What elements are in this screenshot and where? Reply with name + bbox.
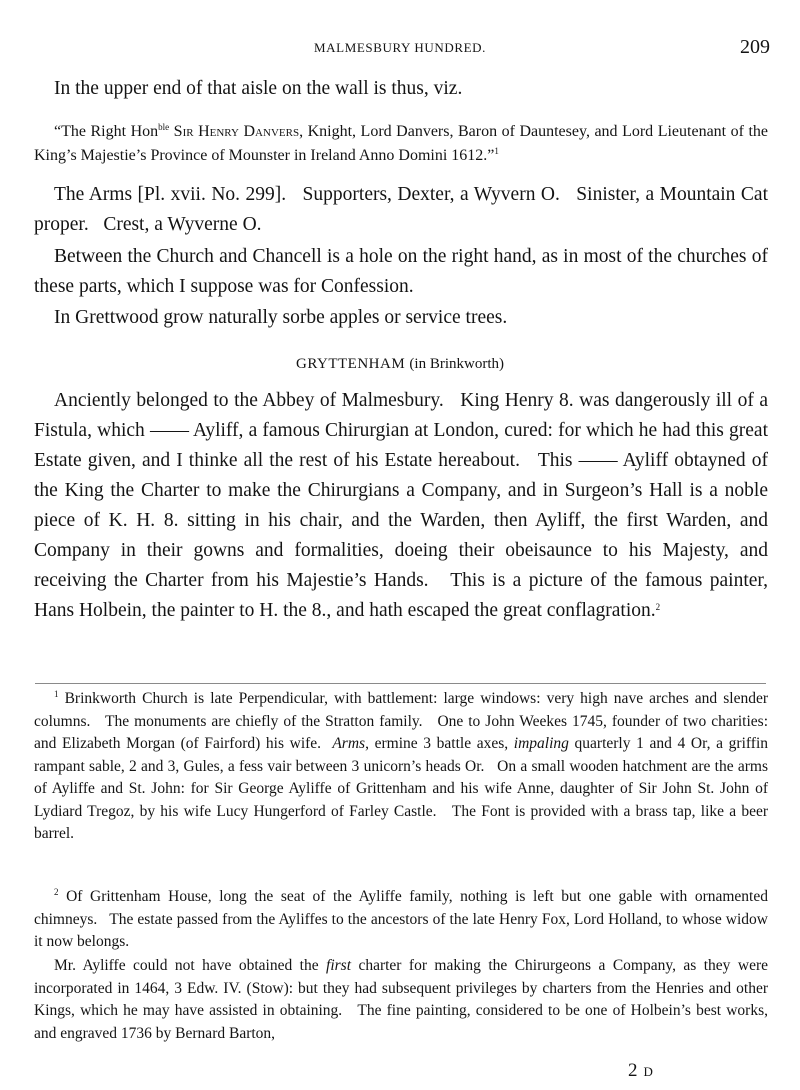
section-heading	[0, 356, 800, 373]
footnote-1-text	[34, 688, 772, 846]
running-head	[0, 36, 800, 60]
footnote-1-part2: , ermine 3 battle axes,	[365, 735, 514, 752]
footnote-1-marker: 1	[54, 689, 59, 699]
section-subtitle: (in Brinkworth)	[409, 356, 504, 372]
footnote-ref-1[interactable]: 1	[494, 146, 499, 156]
arms-paragraph	[34, 180, 773, 240]
confession-paragraph	[34, 242, 768, 302]
footnote-1	[34, 688, 772, 846]
signature-mark	[628, 1060, 653, 1082]
footnote-ref-2[interactable]: 2	[655, 602, 661, 612]
running-title: MALMESBURY HUNDRED.	[314, 40, 486, 55]
footnote-2-continuation-text	[34, 955, 772, 1045]
grettwood-paragraph	[34, 303, 768, 333]
gryttenham-body: Anciently belonged to the Abbey of Malmesbury. King Henry 8. was dangerously ill of a Fistula, which —— Ayliff, a famous Chirurgian at London, cured: for which he had this great Estate given, and I thinke all the rest of his Estate hereabout. This —— Ayliff obtayned of the King the Charter to make the Chirurgians a Company, and in Surgeon’s Hall is a noble piece of K. H. 8. sitting in his chair, and the Warden, then Ayliff, the first Warden, and Company in their gowns and formalities, doeing their obeisaunce to his Majesty, and receiving the Charter from his Majestie’s Hands. This is a picture of the famous painter, Hans Holbein, the painter to H. the 8., and hath escaped the great conflagration.	[34, 390, 773, 621]
footnote-1-part1: Brinkworth Church is late Perpendicular, with battlement: large windows: very high nave arches and slender columns. The monuments are chiefly of the Stratton family. One to John Weekes 1745, founder of two charities: and Elizabeth Morgan (of Fairford) his wife.	[34, 690, 772, 752]
footnote-1-italic-impaling: impaling	[513, 735, 569, 752]
signature-letter: D	[643, 1064, 653, 1079]
footnote-2-cont-part1: Mr. Ayliffe could not have obtained the	[54, 957, 327, 974]
footnote-2-cont-part2: charter for making the Chirurgeons a Company, as they were incorporated in 1464, 3 Edw. IV. (Stow): but they had subsequent privileges by charters from the Henries and other Kings, which he may have assisted in obtaining. The fine painting, considered to be one of Holbein’s best works, and engraved 1736 by Bernard Barton,	[34, 957, 772, 1042]
inscription-quote	[34, 120, 768, 168]
footnote-divider	[35, 683, 766, 684]
inscription-rest: , Knight, Lord Danvers, Baron of Dauntesey, and Lord Lieutenant of the King’s Majestie’s Province of Mounster in Ireland Anno Domini 1612.”	[34, 123, 769, 164]
gryttenham-paragraph	[34, 386, 773, 626]
footnote-2-body: Of Grittenham House, long the seat of the Ayliffe family, nothing is left but one gable with ornamented chimneys. The estate passed from the Ayliffes to the ancestors of the late Henry Fox, Lord Holland, to whose widow it now belongs.	[34, 888, 772, 950]
section-title: GRYTTENHAM	[296, 356, 406, 372]
inscription-text	[34, 120, 768, 168]
footnote-2-marker: 2	[54, 887, 59, 897]
page-number: 209	[740, 36, 770, 58]
arms-text: The Arms [Pl. xvii. No. 299]. Supporters, Dexter, a Wyvern O. Sinister, a Mountain Cat proper. Crest, a Wyverne O.	[34, 184, 773, 235]
hon-superscript: ble	[158, 122, 170, 132]
footnote-1-italic-arms: Arms	[332, 735, 366, 752]
footnote-2-cont-italic-first: first	[326, 957, 352, 974]
inscription-open: “The Right Hon	[54, 123, 159, 140]
confession-text: Between the Church and Chancell is a hole on the right hand, as in most of the churches of these parts, which I suppose was for Confession.	[34, 246, 768, 297]
gryttenham-text	[34, 386, 773, 626]
inscription-name: Sir Henry Danvers	[173, 123, 300, 140]
footnote-2	[34, 886, 772, 954]
footnote-1-part3: quarterly 1 and 4 Or, a griffin rampant sable, 2 and 3, Gules, a fess vair between 3 unicorn’s heads Or. On a small wooden hatchment are the arms of Ayliffe and St. John: for Sir George Ayliffe of Grittenham and his wife Anne, daughter of Sir John St. John of Lydiard Tregoz, by his wife Lucy Hungerford of Farley Castle. The Font is provided with a brass tap, like a beer barrel.	[34, 735, 772, 842]
footnote-2-text	[34, 886, 772, 954]
signature-number: 2	[628, 1060, 638, 1081]
intro-text: In the upper end of that aisle on the wall is thus, viz.	[54, 78, 463, 99]
intro-paragraph	[34, 74, 768, 104]
grettwood-text: In Grettwood grow naturally sorbe apples or service trees.	[54, 307, 508, 328]
footnote-2-continuation	[34, 955, 772, 1045]
